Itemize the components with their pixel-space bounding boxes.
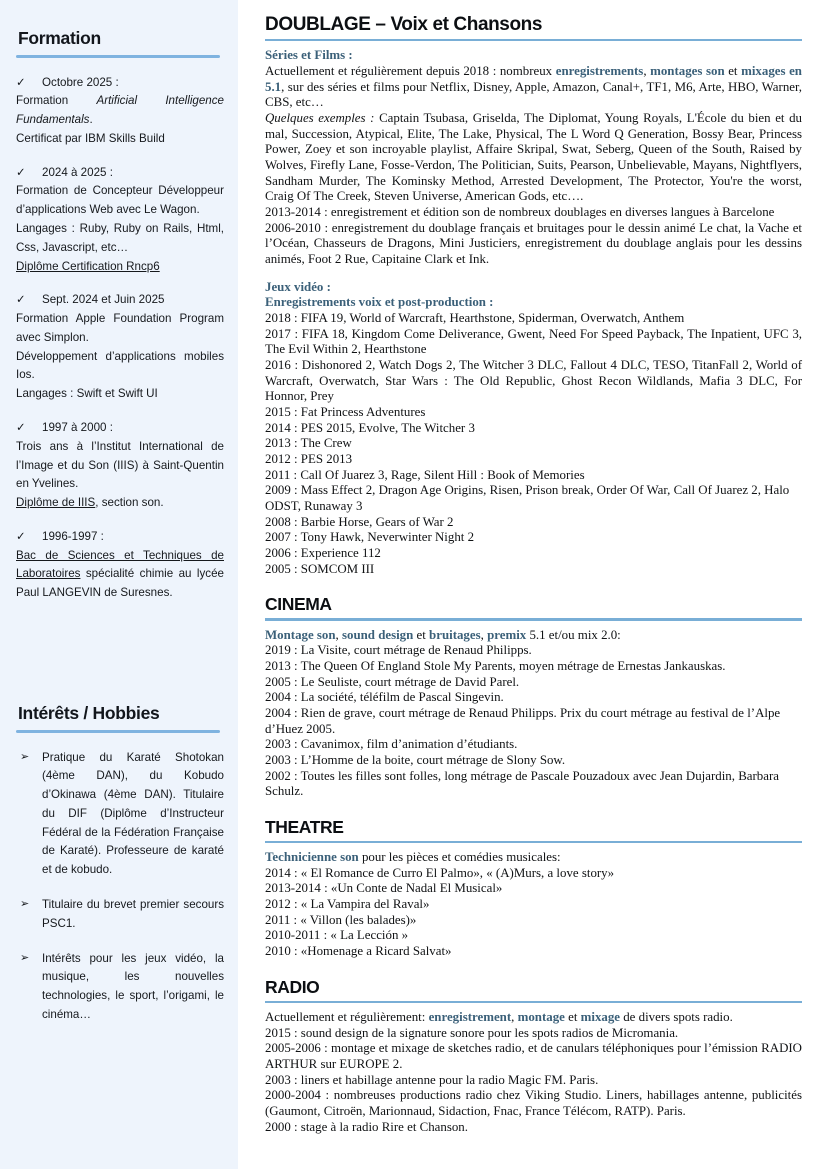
paragraph [265,515,802,531]
section-heading: CINEMA [265,594,332,615]
section-doublage [265,14,802,592]
paragraph [265,897,802,913]
arrow-bullet-icon: ➢ [20,898,30,910]
arrow-bullet-icon: ➢ [20,750,30,763]
text-run: Formation [16,94,97,108]
formation-entry-line [16,494,224,513]
formation-entry-line [16,220,224,258]
main-content [238,0,826,1169]
text-run: Développement d’applications mobiles Ios. [16,349,224,382]
paragraph [265,1041,802,1072]
paragraph [265,881,802,897]
text-run: 2012 : PES 2013 [265,451,353,466]
text-run: 2019 : La Visite, court métrage de Renaud Philipps. [265,643,532,658]
formation-entry-date-line [16,528,224,547]
text-run: 2005-2006 : montage et mixage de sketches radio, et de canulars téléphoniques pour l’émission RADIO ARTHUR sur EUROPE 2. [265,1041,802,1072]
sub-heading: Jeux vidéo : [265,279,331,294]
paragraph [265,628,802,644]
formation-entry-date: Sept. 2024 et Juin 2025 [42,293,165,307]
hobby-text: Intérêts pour les jeux vidéo, la musique, les nouvelles technologies, le sport, l’origami, le cinéma… [42,951,224,1021]
text-underline: Bac de Sciences et Techniques de Laboratoires [16,548,224,581]
text-accent: premix [487,627,527,642]
text-accent: bruitages [429,627,481,642]
formation-entry-line [16,92,224,130]
text-run: 2005 : SOMCOM III [265,561,375,576]
formation-entry-date: 1996-1997 : [42,529,104,543]
text-accent: mixage [580,1010,621,1025]
paragraph [265,1088,802,1119]
paragraph [265,643,802,659]
spacer [265,268,802,280]
paragraph [265,1010,802,1026]
section-spacer [265,960,802,975]
text-run: 2009 : Mass Effect 2, Dragon Age Origins, Risen, Prison break, Order Of War, Call Of Juarez 2, Halo ODST, Runaway 3 [265,483,790,513]
text-run: 2014 : « El Romance de Curro El Palmo», « (A)Murs, a love story» [265,865,615,880]
text-run: 2005 : Le Seuliste, court métrage de David Parel. [265,674,520,689]
section-theatre [265,817,802,975]
formation-entry-line [16,438,224,494]
section-radio [265,977,802,1151]
section-body [265,1010,802,1135]
hobby-text: Pratique du Karaté Shotokan (4ème DAN), du Kobudo d’Okinawa (4ème DAN). Titulaire du DIF (Diplôme d’Instructeur Fédéral de la Fédération Française de Karaté). Professeure de karaté et de kobudo. [42,750,224,877]
text-run: , [511,1010,518,1025]
formation-entry-line [16,258,224,277]
paragraph [265,546,802,562]
text-run: 2013-2014 : enregistrement et édition son de nombreux doublages en diverses langues à Barcelone [265,204,775,219]
section-heading-rule [265,618,802,620]
text-run: , section son. [95,496,164,510]
paragraph [265,421,802,437]
text-run: spécialité chimie au lycée Paul LANGEVIN de Suresnes. [16,567,224,600]
text-accent: enregistrement [428,1010,512,1025]
paragraph [265,1073,802,1089]
list-item [14,749,224,880]
text-run: 2014 : PES 2015, Evolve, The Witcher 3 [265,420,475,435]
sub-heading: Enregistrements voix et post-production : [265,295,494,310]
text-run: 2000-2004 : nombreuses productions radio chez Viking Studio. Liners, habillages antenne, publicités (Gaumont, Citroën, Marionnaud, Sidaction, Fnac, France Télécom, RATP). Paris. [265,1088,802,1119]
formation-entry-line [16,547,224,603]
text-run: 2017 : FIFA 18, Kingdom Come Deliverance, Gwent, Need For Speed Payback, The Inpatient, UFC 3, The Evil Within 2, Hearthstone [265,326,802,357]
section-heading: RADIO [265,976,320,997]
check-icon: ✓ [16,422,26,434]
hobbies-heading-rule [16,730,220,733]
hobbies-list [14,749,224,1025]
formation-entry-date: 1997 à 2000 : [42,421,113,434]
text-run: , [643,63,651,78]
section-body [265,850,802,960]
text-emphasis-italic: Artificial Intelligence Fundamentals [16,94,224,127]
formation-entry-date-line [16,291,224,310]
hobby-text: Titulaire du brevet premier secours PSC1. [42,898,224,930]
formation-entry [14,419,224,513]
text-run: 2006 : Experience 112 [265,546,381,561]
paragraph [265,405,802,421]
paragraph [265,913,802,929]
section-heading: THEATRE [265,816,344,837]
paragraph [265,468,802,484]
text-run: 2010-2011 : « La Lección » [265,928,409,943]
arrow-bullet-icon: ➢ [20,951,30,964]
text-underline: Diplôme de IIIS [16,496,96,510]
formation-entry-date-line [16,419,224,438]
formation-heading-rule [16,55,220,58]
text-run: Actuellement et régulièrement depuis 2018 : nombreux [265,63,556,78]
formation-entry-list [14,74,224,604]
paragraph [265,769,802,800]
text-run: et [564,1010,581,1025]
paragraph [265,753,802,769]
text-run: 2011 : « Villon (les balades)» [265,912,417,927]
text-run: Langages : Swift et Swift UI [16,387,158,401]
section-spacer [265,800,802,815]
paragraph [265,64,802,111]
sidebar [0,0,238,1169]
formation-entry-date-line [16,74,224,93]
section-heading-rule [265,841,802,843]
text-accent: sound design [342,627,414,642]
text-run: pour les pièces et comédies musicales: [358,850,561,865]
text-accent: enregistrements [555,63,644,78]
text-accent: montage [517,1010,565,1025]
text-emphasis-italic: Quelques exemples : [265,110,375,125]
paragraph [265,706,802,737]
section-body [265,628,802,800]
paragraph [265,205,802,221]
paragraph [265,690,802,706]
text-run: 5.1 et/ou mix 2.0: [526,627,621,642]
paragraph [265,866,802,882]
paragraph [265,111,802,205]
formation-entry [14,74,224,149]
text-underline: Diplôme Certification Rncp6 [16,259,160,273]
formation-entry-date-line [16,164,224,183]
text-run: . [89,113,93,127]
paragraph [265,483,802,514]
formation-entry-line [16,130,224,149]
section-heading-rule [265,39,802,41]
section-spacer [265,577,802,592]
paragraph [265,221,802,268]
text-run: Certificat par IBM Skills Build [16,131,165,145]
text-run: 2015 : Fat Princess Adventures [265,404,426,419]
text-run: Actuellement et régulièrement: [265,1010,429,1025]
check-icon: ✓ [16,294,26,307]
paragraph [265,530,802,546]
list-item [14,896,224,934]
paragraph [265,327,802,358]
paragraph [265,311,802,327]
text-run: 2016 : Dishonored 2, Watch Dogs 2, The Witcher 3 DLC, Fallout 4 DLC, TESO, TitanFall 2, World of Warcraft, Overwatch, Star Wars : The Old Republic, Ghost Recon Wildlands, Mafia 3 DLC, For Honnor, Prey [265,357,802,404]
paragraph [265,358,802,405]
text-run: Captain Tsubasa, Griselda, The Diplomat, Young Royals, L'École du bien et du mal, Succession, Atypical, Elite, The Lake, Physical, The L Word Q Generation, Bossy Bear, Princess Power, Zoey et son incroyable playlist, Affaire Skripal, Swat, Seberg, Queen of the South, Raised by Wolves, Firefly Lane, Fosse-Verdon, The Politician, Suits, Pearson, Unbelievable, Mayans, Nightflyers, Sandham Murder, The Kominsky Method, Arrested Development, The Protector, You're the worst, Craig Of The Creek, Steven Universe, American Gods, etc…. [265,110,802,204]
formation-entry [14,528,224,603]
formation-entry-line [16,385,224,404]
section-heading-rule [265,1001,802,1003]
check-icon: ✓ [16,530,26,543]
text-run: 2013-2014 : «Un Conte de Nadal El Musical» [265,881,503,896]
formation-entry-line [16,182,224,220]
check-icon: ✓ [16,166,26,179]
formation-heading: Formation [18,28,101,48]
text-run: 2013 : The Queen Of England Stole My Parents, moyen métrage de Ernestas Jankauskas. [265,658,726,673]
formation-entry-date: Octobre 2025 : [42,75,119,89]
text-run: et [724,63,742,78]
text-run: 2006-2010 : enregistrement du doublage français et bruitages pour le dessin animé Le chat, la Vache et l’Océan, Chasseurs de Dragons, Mini Justiciers, enregistrement du doublage anglais pour les dessins animés, Foot 2 Rue, Capitaine Clark et Ink. [265,220,802,266]
text-accent: montages son [650,63,725,78]
section-spacer [265,1135,802,1150]
text-run: 2018 : FIFA 19, World of Warcraft, Hearthstone, Spiderman, Overwatch, Anthem [265,310,685,325]
text-run: 2012 : « La Vampira del Raval» [265,897,430,912]
text-run: 2004 : Rien de grave, court métrage de Renaud Philipps. Prix du court métrage au festival de l’Alpe d’Huez 2005. [265,705,781,736]
text-run: Langages : Ruby, Ruby on Rails, Html, Css, Javascript, etc… [16,221,224,254]
text-run: , [335,627,342,642]
text-run: 2007 : Tony Hawk, Neverwinter Night 2 [265,530,475,545]
paragraph [265,737,802,753]
text-run: Trois ans à l’Institut International de l’Image et du Son (IIIS) à Saint-Quentin en Yvelines. [16,439,224,491]
paragraph [265,675,802,691]
paragraph [265,1120,802,1136]
text-run: de divers spots radio. [620,1010,733,1025]
paragraph [265,562,802,578]
text-run: Formation Apple Foundation Program avec Simplon. [16,312,224,344]
text-run: , sur des séries et films pour Netflix, Disney, Apple, Amazon, Canal+, TF1, M6, Arte, HBO, Warner, CBS, etc… [265,79,802,110]
hobbies-heading: Intérêts / Hobbies [18,703,160,724]
main-section-list [265,14,802,1150]
text-run: 2003 : Cavanimox, film d’animation d’étudiants. [265,737,518,752]
text-run: 2004 : La société, téléfilm de Pascal Singevin. [265,690,504,705]
text-run: 2003 : liners et habillage antenne pour la radio Magic FM. Paris. [265,1072,599,1087]
paragraph [265,1026,802,1042]
sidebar-section-hobbies [14,703,224,1025]
text-accent: Montage son [265,627,336,642]
section-body [265,48,802,577]
text-accent: mixages en 5.1 [265,63,802,94]
text-run: 2011 : Call Of Juarez 3, Rage, Silent Hill : Book of Memories [265,467,585,482]
sub-heading: Séries et Films : [265,48,353,63]
section-cinema [265,594,802,815]
formation-entry-line [16,348,224,386]
formation-entry [14,164,224,277]
text-run: 2013 : The Crew [265,436,352,451]
text-run: 2003 : L’Homme de la boite, court métrage de Slony Sow. [265,752,566,767]
section-heading: DOUBLAGE – Voix et Chansons [265,14,543,35]
list-item [14,950,224,1025]
check-icon: ✓ [16,76,26,89]
text-run: 2010 : «Homenage a Ricard Salvat» [265,944,452,959]
text-run: 2000 : stage à la radio Rire et Chanson. [265,1119,468,1134]
formation-entry-date: 2024 à 2025 : [42,165,113,179]
formation-entry [14,291,224,404]
paragraph [265,659,802,675]
paragraph [265,436,802,452]
formation-entry-line [16,310,224,348]
text-run: 2015 : sound design de la signature sonore pour les spots radios de Micromania. [265,1025,679,1040]
paragraph [265,944,802,960]
text-run: Formation de Concepteur Développeur d’applications Web avec Le Wagon. [16,184,224,217]
text-run: 2002 : Toutes les filles sont folles, long métrage de Pascale Pouzadoux avec Jean Dujardin, Barbara Schulz. [265,768,779,799]
text-run: 2008 : Barbie Horse, Gears of War 2 [265,514,454,529]
text-run: , [480,627,488,642]
paragraph [265,452,802,468]
text-run: et [413,627,430,642]
sidebar-section-formation [14,28,224,603]
text-accent: Technicienne son [265,850,359,865]
paragraph [265,850,802,866]
paragraph [265,928,802,944]
